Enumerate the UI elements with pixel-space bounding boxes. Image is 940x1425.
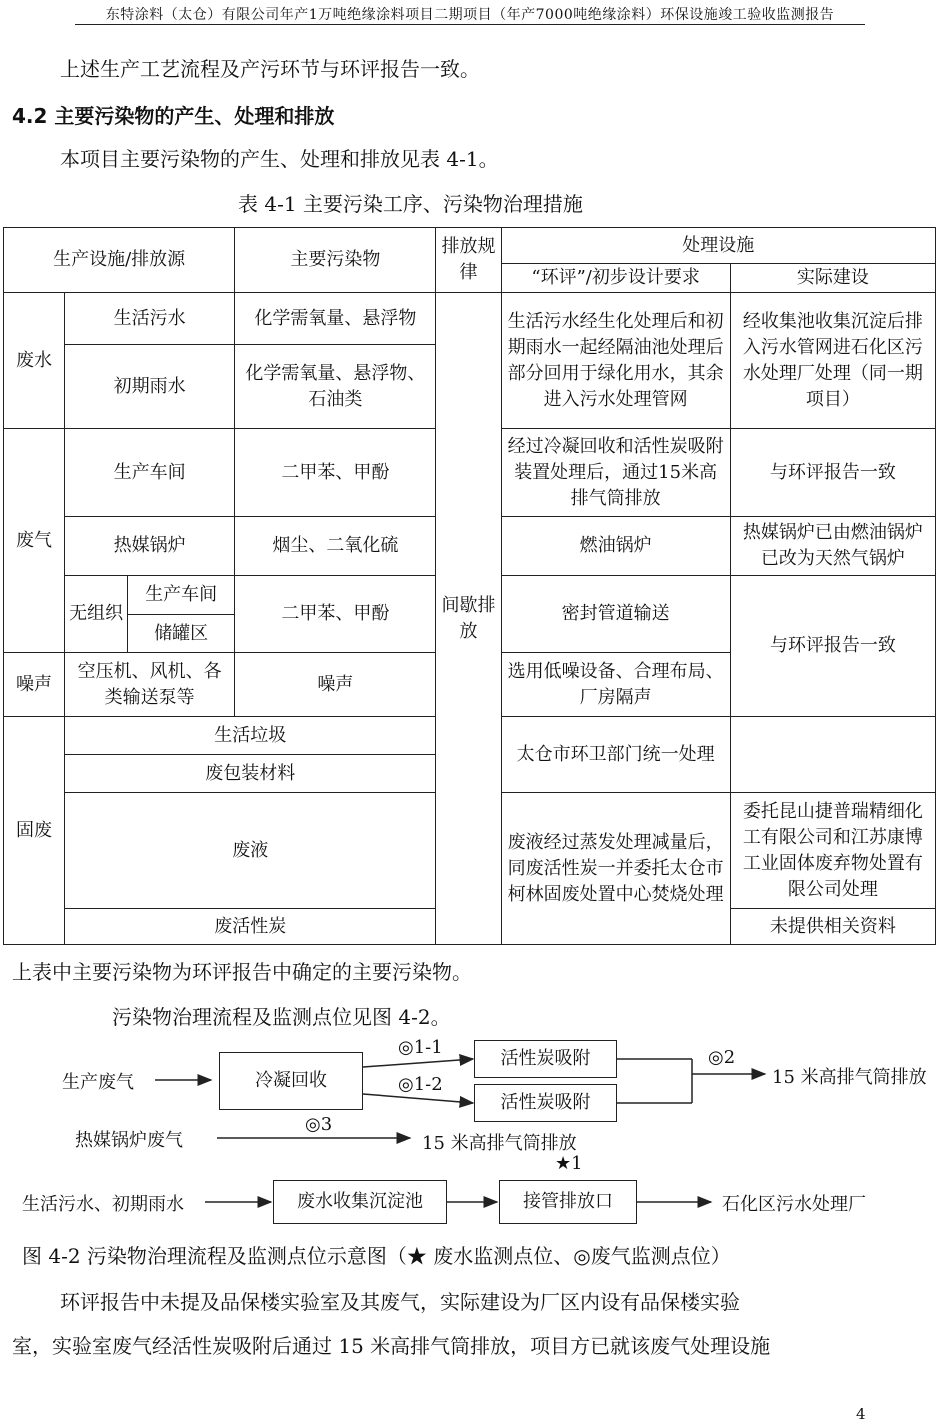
intro-paragraph: 上述生产工艺流程及产污环节与环评报告一致。	[60, 57, 480, 81]
section-paragraph: 本项目主要污染物的产生、处理和排放见表 4-1。	[60, 147, 499, 171]
noise-source: 空压机、风机、各类输送泵等	[65, 653, 235, 717]
water-source-rain: 初期雨水	[65, 345, 235, 429]
gas-eia-boiler: 燃油锅炉	[501, 517, 730, 576]
gas-pollutant-unorganized: 二甲苯、甲酚	[235, 576, 436, 653]
flow-diagram	[0, 1030, 940, 1235]
category-solid: 固废	[4, 717, 65, 945]
water-pollutant-domestic: 化学需氧量、悬浮物	[235, 293, 436, 345]
gas-source-tank: 储罐区	[128, 615, 235, 653]
solid-actual-carbon: 未提供相关资料	[730, 909, 935, 945]
header-actual: 实际建设	[730, 264, 935, 293]
discharge-pattern: 间歇排放	[436, 293, 501, 945]
gas-unorganized: 无组织	[65, 576, 128, 653]
after-table-paragraph: 上表中主要污染物为环评报告中确定的主要污染物。	[12, 960, 472, 984]
flow-intro-paragraph: 污染物治理流程及监测点位见图 4-2。	[112, 1005, 451, 1029]
gas-eia-workshop: 经过冷凝回收和活性炭吸附装置处理后，通过15米高排气筒排放	[501, 429, 730, 517]
flow-point-1-2: ◎1-2	[398, 1074, 443, 1095]
solid-eia-sanitation: 太仓市环卫部门统一处理	[501, 717, 730, 793]
noise-eia: 选用低噪设备、合理布局、厂房隔声	[501, 653, 730, 717]
gas-pollutant-boiler: 烟尘、二氧化硫	[235, 517, 436, 576]
solid-eia-incineration: 废液经过蒸发处理减量后，同废活性炭一并委托太仓市柯林固废处置中心焚烧处理	[501, 793, 730, 945]
gas-source-boiler: 热媒锅炉	[65, 517, 235, 576]
category-noise: 噪声	[4, 653, 65, 717]
flow-box-carbon-2: 活性炭吸附	[474, 1084, 617, 1122]
flow-point-1-1: ◎1-1	[398, 1037, 443, 1058]
flow-box-outlet: 接管排放口	[499, 1180, 637, 1224]
solid-waste-carbon: 废活性炭	[65, 909, 436, 945]
section-heading: 4.2 主要污染物的产生、处理和排放	[12, 104, 335, 128]
solid-domestic-waste: 生活垃圾	[65, 717, 436, 755]
flow-output-stack-1: 15 米高排气筒排放	[772, 1067, 927, 1088]
gas-actual-boiler: 热媒锅炉已由燃油锅炉已改为天然气锅炉	[730, 517, 935, 576]
header-pollutant: 主要污染物	[235, 228, 436, 293]
gas-noise-actual: 与环评报告一致	[730, 576, 935, 717]
flow-box-carbon-1: 活性炭吸附	[474, 1040, 617, 1078]
flow-source-wastewater: 生活污水、初期雨水	[22, 1194, 184, 1215]
solid-actual-blank	[730, 717, 935, 793]
flow-point-star-1: ★1	[555, 1153, 583, 1174]
noise-pollutant: 噪声	[235, 653, 436, 717]
flow-point-3: ◎3	[305, 1114, 333, 1135]
flow-source-production-gas: 生产废气	[62, 1072, 134, 1093]
water-pollutant-rain: 化学需氧量、悬浮物、石油类	[235, 345, 436, 429]
gas-source-workshop: 生产车间	[65, 429, 235, 517]
flow-source-boiler-gas: 热媒锅炉废气	[75, 1130, 183, 1151]
pollution-table	[3, 227, 936, 945]
water-eia: 生活污水经生化处理后和初期雨水一起经隔油池处理后部分回用于绿化用水，其余进入污水处理管网	[501, 293, 730, 429]
solid-packaging: 废包装材料	[65, 755, 436, 793]
gas-pollutant-workshop: 二甲苯、甲酚	[235, 429, 436, 517]
category-water: 废水	[4, 293, 65, 429]
header-eia: “环评”/初步设计要求	[501, 264, 730, 293]
final-paragraph-line-1: 环评报告中未提及品保楼实验室及其废气，实际建设为厂区内设有品保楼实验	[60, 1290, 740, 1314]
header-discharge: 排放规律	[436, 228, 501, 293]
header-divider	[75, 24, 865, 25]
flow-box-condense: 冷凝回收	[219, 1052, 363, 1110]
header-treatment: 处理设施	[501, 228, 935, 264]
gas-eia-unorganized: 密封管道输送	[501, 576, 730, 653]
figure-caption: 图 4-2 污染物治理流程及监测点位示意图（★ 废水监测点位、◎废气监测点位）	[22, 1244, 731, 1268]
flow-point-2: ◎2	[708, 1047, 736, 1068]
solid-actual-liquid: 委托昆山捷普瑞精细化工有限公司和江苏康博工业固体废弃物处置有限公司处理	[730, 793, 935, 909]
flow-output-wwtp: 石化区污水处理厂	[722, 1194, 866, 1215]
header-source: 生产设施/排放源	[4, 228, 235, 293]
category-gas: 废气	[4, 429, 65, 653]
page-header: 东特涂料（太仓）有限公司年产1万吨绝缘涂料项目二期项目（年产7000吨绝缘涂料）环保设施竣工验收监测报告	[105, 7, 835, 23]
water-actual: 经收集池收集沉淀后排入污水管网进石化区污水处理厂处理（同一期项目）	[730, 293, 935, 429]
page-number: 4	[856, 1405, 866, 1423]
final-paragraph-line-2: 室，实验室废气经活性炭吸附后通过 15 米高排气筒排放，项目方已就该废气处理设施	[12, 1334, 771, 1358]
flow-output-stack-2: 15 米高排气筒排放	[422, 1133, 577, 1154]
flow-box-basin: 废水收集沉淀池	[273, 1180, 447, 1224]
table-caption: 表 4-1 主要污染工序、污染物治理措施	[238, 192, 583, 216]
gas-actual-workshop: 与环评报告一致	[730, 429, 935, 517]
solid-waste-liquid: 废液	[65, 793, 436, 909]
gas-source-workshop-unorganized: 生产车间	[128, 576, 235, 615]
water-source-domestic: 生活污水	[65, 293, 235, 345]
